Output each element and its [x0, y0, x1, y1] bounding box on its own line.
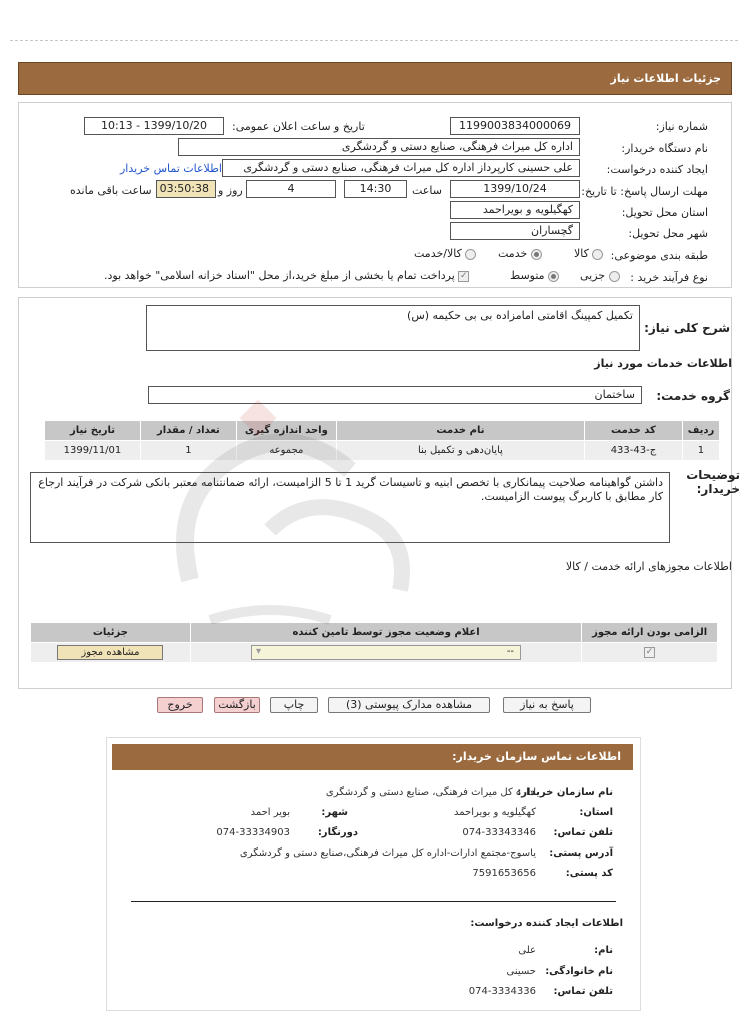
process-option-medium[interactable]	[510, 269, 559, 282]
province-label: استان محل تحویل:	[621, 206, 708, 219]
postal-value: 7591653656	[472, 868, 536, 879]
announce-date-field: 1399/10/20 - 10:13	[84, 117, 224, 135]
category-option-goods-service[interactable]	[414, 247, 476, 260]
service-group-label: گروه خدمت:	[656, 389, 730, 403]
buyer-org-field: اداره کل میراث فرهنگی، صنایع دستی و گردشگری	[178, 138, 580, 156]
remaining-label: ساعت باقی مانده	[70, 184, 152, 197]
process-minor-label: جزیی	[580, 269, 606, 282]
creator-label: ایجاد کننده درخواست:	[606, 163, 708, 176]
payment-note-text: پرداخت تمام یا بخشی از مبلغ خرید،از محل "اسناد خزانه اسلامی" خواهد بود.	[104, 269, 455, 282]
col-permit-details: جزئیات	[31, 623, 191, 643]
radio-minor[interactable]	[609, 271, 620, 282]
card-divider	[131, 901, 616, 902]
deadline-label: مهلت ارسال پاسخ: تا تاریخ:	[581, 185, 708, 198]
cell-service-name: پایان‌دهی و تکمیل بنا	[336, 441, 584, 461]
cell-permit-status	[190, 643, 581, 663]
services-table-header	[45, 421, 720, 441]
cell-quantity: 1	[140, 441, 236, 461]
province-field: کهگیلویه و بویراحمد	[450, 201, 580, 219]
deadline-date-field: 1399/10/24	[450, 180, 580, 198]
org-value: اداره کل میراث فرهنگی، صنایع دستی و گردشگری	[325, 787, 536, 798]
process-medium-label: متوسط	[510, 269, 545, 282]
creator-phone-label: تلفن تماس:	[553, 986, 613, 997]
radio-service[interactable]	[531, 249, 542, 260]
col-service-name: نام خدمت	[336, 421, 584, 441]
table-row	[45, 441, 720, 461]
city-label-card: شهر:	[321, 807, 348, 818]
postal-label: کد پستی:	[565, 868, 613, 879]
category-service-label: خدمت	[498, 247, 528, 260]
need-number-field: 1199003834000069	[450, 117, 580, 135]
reply-button[interactable]: پاسخ به نیاز	[503, 697, 591, 713]
address-value: یاسوج-مجتمع ادارات-اداره کل میراث فرهنگی،صنایع دستی و گردشگری	[239, 848, 536, 859]
col-row: ردیف	[682, 421, 719, 441]
city-label: شهر محل تحویل:	[628, 227, 708, 240]
cell-permit-required	[582, 643, 718, 663]
deadline-time-field: 14:30	[344, 180, 407, 198]
services-table	[44, 420, 720, 461]
address-label: آدرس پستی:	[549, 848, 613, 859]
radio-goods-service[interactable]	[465, 249, 476, 260]
payment-checkbox[interactable]: ✓	[460, 270, 468, 281]
buyer-contact-link[interactable]: اطلاعات تماس خریدار	[120, 162, 222, 175]
cell-need-date: 1399/11/01	[45, 441, 141, 461]
creator-family-label: نام خانوادگی:	[545, 966, 613, 977]
org-label: نام سازمان خریدار:	[517, 787, 613, 798]
buyer-org-label: نام دستگاه خریدار:	[621, 142, 708, 155]
fax-label: دورنگار:	[317, 827, 358, 838]
phone-value: 074-33343346	[462, 827, 536, 838]
phone-label: تلفن تماس:	[553, 827, 613, 838]
time-label: ساعت	[412, 184, 442, 197]
view-permit-button[interactable]: مشاهده مجوز	[57, 645, 163, 660]
province-value-card: کهگیلویه و بویراحمد	[454, 807, 536, 818]
payment-note	[104, 269, 469, 282]
col-quantity: تعداد / مقدار	[140, 421, 236, 441]
category-goods-label: کالا	[574, 247, 589, 260]
summary-field: تکمیل کمپینگ اقامتی امامزاده بی بی حکیمه (س)	[146, 305, 640, 351]
permits-table	[30, 622, 718, 663]
cell-permit-details	[31, 643, 191, 663]
cell-row: 1	[682, 441, 719, 461]
col-unit: واحد اندازه گیری	[236, 421, 336, 441]
process-label: نوع فرآیند خرید :	[630, 271, 708, 284]
creator-field: علی حسینی کارپرداز اداره کل میراث فرهنگی، صنایع دستی و گردشگری	[222, 159, 580, 177]
contact-card-title: اطلاعات تماس سازمان خریدار:	[112, 744, 633, 770]
attachments-button[interactable]: مشاهده مدارک پیوستی (3)	[328, 697, 490, 713]
services-heading: اطلاعات خدمات مورد نیاز	[594, 357, 732, 370]
col-need-date: تاریخ نیاز	[45, 421, 141, 441]
page-title: جزئیات اطلاعات نیاز	[18, 62, 732, 95]
days-label: روز و	[218, 184, 243, 197]
category-goods-service-label: کالا/خدمت	[414, 247, 462, 260]
table-row	[31, 643, 718, 663]
category-label: طبقه بندی موضوعی:	[610, 249, 708, 262]
permit-status-select[interactable]	[251, 645, 521, 660]
process-option-minor[interactable]	[580, 269, 620, 282]
creator-phone-value: 074-3334336	[468, 986, 536, 997]
service-group-field: ساختمان	[148, 386, 642, 404]
radio-goods[interactable]	[592, 249, 603, 260]
creator-name-value: علی	[518, 945, 536, 956]
summary-label: شرح کلی نیاز:	[644, 321, 730, 335]
print-button[interactable]: چاپ	[270, 697, 318, 713]
category-option-service[interactable]	[498, 247, 542, 260]
remaining-time-field: 03:50:38	[156, 180, 216, 198]
announce-label: تاریخ و ساعت اعلان عمومی:	[232, 120, 365, 133]
col-service-code: کد خدمت	[584, 421, 682, 441]
category-option-goods[interactable]	[574, 247, 603, 260]
creator-name-label: نام:	[594, 945, 613, 956]
need-number-label: شماره نیاز:	[655, 120, 708, 133]
col-permit-required: الزامی بودن ارائه مجوز	[582, 623, 718, 643]
fax-value: 074-33334903	[216, 827, 290, 838]
back-button[interactable]: بازگشت	[214, 697, 260, 713]
permits-table-header	[31, 623, 718, 643]
creator-family-value: حسینی	[506, 966, 536, 977]
city-value-card: بویر احمد	[250, 807, 290, 818]
buyer-notes-label: توضیحات خریدار:	[686, 468, 740, 496]
exit-button[interactable]: خروج	[157, 697, 203, 713]
radio-medium[interactable]	[548, 271, 559, 282]
creator-info-title: اطلاعات ایجاد کننده درخواست:	[470, 918, 623, 929]
buyer-notes-field: داشتن گواهینامه صلاحیت پیمانکاری با تخصص ابنیه و تاسیسات گرید 1 تا 5 الزامیست، ارائه ضمانتنامه معتبر بانکی شرکت در فرآیند ارجاع کار مطابق با کاربرگ پیوست الزامیست.	[30, 472, 670, 543]
province-label-card: استان:	[579, 807, 613, 818]
permit-required-checkbox[interactable]: ✓	[645, 646, 654, 657]
col-permit-status: اعلام وضعیت مجوز توسط تامین کننده	[190, 623, 581, 643]
permits-heading: اطلاعات مجوزهای ارائه خدمت / کالا	[565, 560, 732, 573]
days-remaining-field: 4	[246, 180, 336, 198]
permit-status-value: --	[506, 646, 515, 657]
city-field: گچساران	[450, 222, 580, 240]
cell-service-code: ج-43-433	[584, 441, 682, 461]
top-divider	[10, 40, 738, 41]
chevron-down-icon: ▾	[256, 646, 262, 657]
cell-unit: مجموعه	[236, 441, 336, 461]
